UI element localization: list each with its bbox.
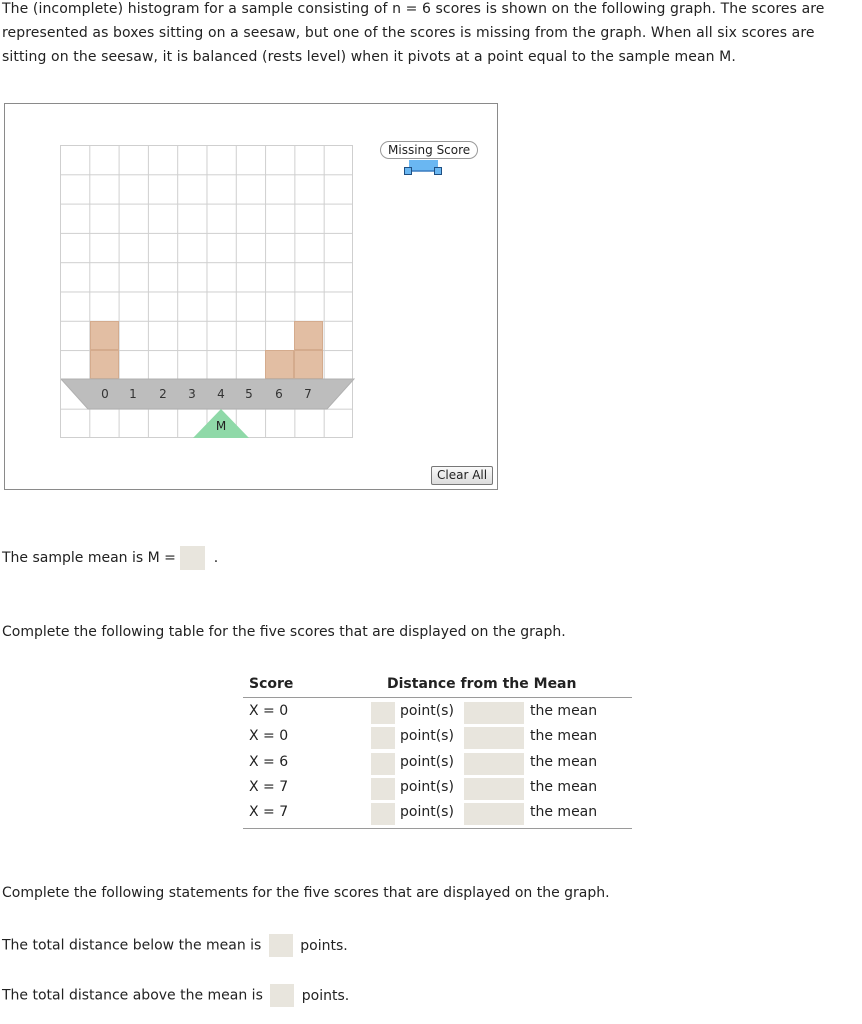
ref-label: the mean — [530, 728, 598, 744]
distance-input[interactable] — [371, 803, 395, 825]
distance-input[interactable] — [371, 753, 395, 775]
tick-0: 0 — [101, 387, 109, 401]
header-distance: Distance from the Mean — [387, 676, 577, 692]
score-box-0a[interactable] — [90, 321, 119, 350]
distance-input[interactable] — [371, 727, 395, 749]
ref-label: the mean — [530, 754, 598, 770]
tick-1: 1 — [129, 387, 137, 401]
ref-label: the mean — [530, 779, 598, 795]
table-row — [243, 801, 632, 826]
above-mean-statement — [2, 984, 349, 1007]
table-row — [243, 776, 632, 801]
table-bottom-divider — [243, 828, 632, 829]
table-row — [243, 700, 632, 725]
header-score: Score — [249, 676, 294, 692]
clear-all-button[interactable]: Clear All — [431, 466, 493, 485]
distance-input[interactable] — [371, 702, 395, 724]
table-row — [243, 725, 632, 750]
below-mean-statement — [2, 934, 348, 957]
direction-dropdown[interactable] — [464, 702, 524, 724]
row-score: X = 7 — [249, 804, 289, 820]
below-prefix: The total distance below the mean is — [2, 937, 262, 954]
direction-dropdown[interactable] — [464, 727, 524, 749]
missing-score-button[interactable]: Missing Score — [380, 141, 478, 159]
seesaw-histogram-widget[interactable] — [4, 103, 498, 490]
direction-dropdown[interactable] — [464, 753, 524, 775]
above-suffix: points. — [301, 987, 350, 1004]
unit-label: point(s) — [400, 804, 454, 820]
direction-dropdown[interactable] — [464, 803, 524, 825]
table-instructions: Complete the following table for the five scores that are displayed on the graph. — [2, 624, 566, 640]
missing-score-box[interactable] — [404, 159, 444, 177]
tick-7: 7 — [304, 387, 312, 401]
sample-mean-statement — [2, 546, 218, 570]
row-score: X = 6 — [249, 754, 289, 770]
direction-dropdown[interactable] — [464, 778, 524, 800]
distance-input[interactable] — [371, 778, 395, 800]
score-box-7a[interactable] — [294, 321, 323, 350]
below-total-input[interactable] — [269, 934, 293, 957]
row-score: X = 0 — [249, 728, 289, 744]
sample-mean-input[interactable] — [180, 546, 205, 570]
tick-6: 6 — [275, 387, 283, 401]
statements-instructions: Complete the following statements for the five scores that are displayed on the graph. — [2, 885, 610, 901]
ref-label: the mean — [530, 703, 598, 719]
below-suffix: points. — [300, 937, 348, 954]
tick-5: 5 — [245, 387, 253, 401]
unit-label: point(s) — [400, 754, 454, 770]
tick-4: 4 — [217, 387, 225, 401]
score-box-6[interactable] — [265, 350, 294, 379]
unit-label: point(s) — [400, 779, 454, 795]
score-box-7b[interactable] — [294, 350, 323, 379]
row-score: X = 0 — [249, 703, 289, 719]
tick-3: 3 — [188, 387, 196, 401]
row-score: X = 7 — [249, 779, 289, 795]
sample-mean-suffix: . — [213, 550, 219, 566]
fulcrum-label: M — [215, 419, 227, 433]
intro-text: The (incomplete) histogram for a sample consisting of n = 6 scores is shown on the following graph. The scores are represented as boxes sitting on a seesaw, but one of the scores is missing from the graph. When all six scores are sitting on the seesaw, it is balanced (rests level) when it pivots at a point equal to the sample mean M. — [2, 1, 825, 65]
tick-2: 2 — [159, 387, 167, 401]
unit-label: point(s) — [400, 703, 454, 719]
ref-label: the mean — [530, 804, 598, 820]
header-divider — [243, 697, 632, 698]
sample-mean-prefix: The sample mean is M = — [2, 550, 181, 566]
score-box-0b[interactable] — [90, 350, 119, 379]
table-row — [243, 751, 632, 776]
above-total-input[interactable] — [270, 984, 294, 1007]
unit-label: point(s) — [400, 728, 454, 744]
above-prefix: The total distance above the mean is — [2, 987, 263, 1004]
